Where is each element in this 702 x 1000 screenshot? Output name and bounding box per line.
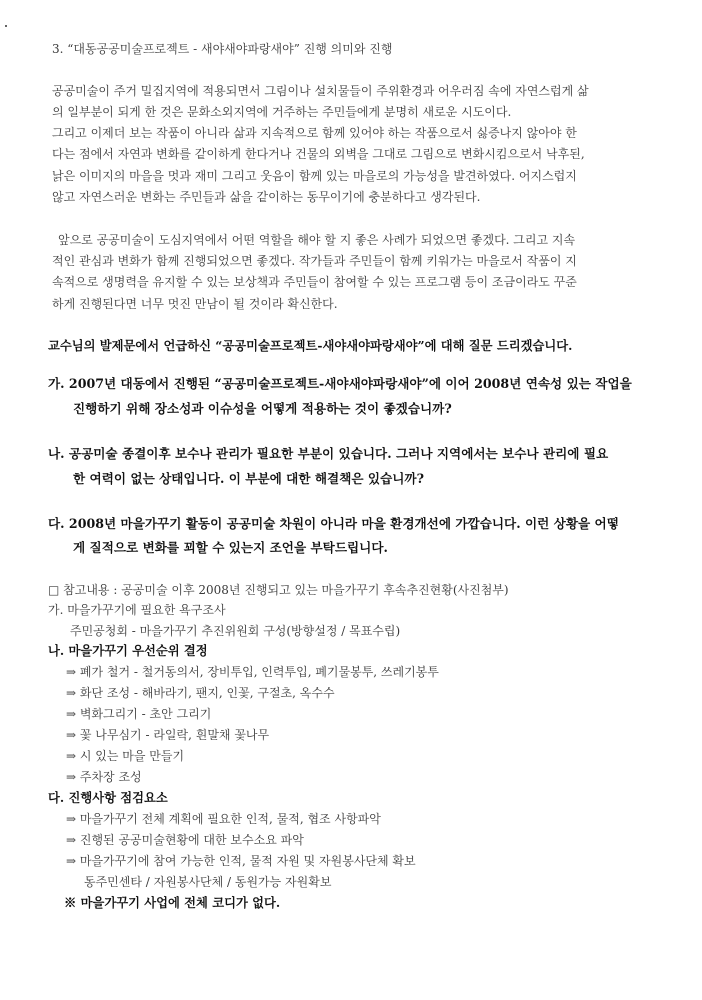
question-na-line-2: 한 여력이 없는 상태입니다. 이 부분에 대한 해결책은 있습니까?: [73, 471, 424, 486]
intro-question: 교수님의 발제문에서 언급하신 “공공미술프로젝트-새야새야파랑새야”에 대해 질문 드리겠습니다.: [48, 338, 573, 353]
section-heading: 3. “대동공공미술프로젝트 - 새야새야파랑새야” 진행 의미와 진행: [52, 42, 393, 56]
question-na-line-1: 나. 공공미술 종결이후 보수나 관리가 필요한 부분이 있습니다. 그러나 지역에서는 보수나 관리에 필요: [48, 446, 609, 461]
reference-ga-title: 가. 마을가꾸기에 필요한 욕구조사: [48, 603, 226, 617]
para1-line-1: 공공미술이 주거 밀집지역에 적용되면서 그림이나 설치물들이 주위환경과 어우러짐 속에 자연스럽게 삶: [52, 84, 589, 98]
reference-da-item-1: ⇒ 마을가꾸기 전체 계획에 필요한 인적, 물적, 협조 사항파악: [66, 812, 381, 826]
para1-line-2: 의 일부분이 되게 한 것은 문화소외지역에 거주하는 주민들에게 분명히 새로운 시도이다.: [52, 105, 512, 119]
reference-na-item-4: ⇒ 꽃 나무심기 - 라일락, 흰말채 꽃나무: [66, 728, 270, 742]
question-da-line-1: 다. 2008년 마을가꾸기 활동이 공공미술 차원이 아니라 마을 환경개선에 가깝습니다. 이런 상황을 어떻: [48, 516, 619, 531]
reference-da-item-3: ⇒ 마을가꾸기에 참여 가능한 인적, 물적 자원 및 자원봉사단체 확보: [66, 854, 416, 868]
reference-na-item-6: ⇒ 주차장 조성: [66, 770, 142, 784]
para1-line-4: 다는 점에서 자연과 변화를 같이하게 한다거나 건물의 외벽을 그대로 그림으로 변화시킴으로서 낙후된,: [52, 147, 585, 161]
reference-ga-item: 주민공청회 - 마을가꾸기 추진위원회 구성(방향설정 / 목표수립): [70, 624, 401, 638]
reference-na-item-3: ⇒ 벽화그리기 - 초안 그리기: [66, 707, 212, 721]
para2-line-3: 속적으로 생명력을 유지할 수 있는 보상책과 주민들이 참여할 수 있는 프로그램 등이 조금이라도 꾸준: [52, 275, 577, 289]
para2-line-1: 앞으로 공공미술이 도심지역에서 어떤 역할을 해야 할 지 좋은 사례가 되었으면 좋겠다. 그리고 지속: [58, 233, 576, 247]
reference-da-item-2: ⇒ 진행된 공공미술현황에 대한 보수소요 파악: [66, 833, 304, 847]
reference-da-subitem: 동주민센타 / 자원봉사단체 / 동원가능 자원확보: [84, 875, 332, 889]
reference-na-title: 나. 마을가꾸기 우선순위 결정: [48, 643, 208, 658]
reference-na-item-5: ⇒ 시 있는 마을 만들기: [66, 749, 185, 763]
reference-na-item-1: ⇒ 폐가 철거 - 철거동의서, 장비투입, 인력투입, 폐기물봉투, 쓰레기봉투: [66, 665, 439, 679]
question-ga-line-1: 가. 2007년 대동에서 진행된 “공공미술프로젝트-새야새야파랑새야”에 이어 2008년 연속성 있는 작업을: [48, 376, 632, 391]
question-ga-line-2: 진행하기 위해 장소성과 이슈성을 어떻게 적용하는 것이 좋겠습니까?: [73, 401, 452, 416]
para2-line-4: 하게 진행된다면 너무 멋진 만남이 될 것이라 확신한다.: [52, 297, 338, 311]
para1-line-3: 그리고 이제더 보는 작품이 아니라 삶과 지속적으로 함께 있어야 하는 작품으로서 싫증나지 않아야 한: [52, 126, 577, 140]
para1-line-6: 않고 자연스러운 변화는 주민들과 삶을 같이하는 동무이기에 충분하다고 생각된다.: [52, 190, 481, 204]
reference-na-item-2: ⇒ 화단 조성 - 해바라기, 팬지, 인꽃, 구절초, 옥수수: [66, 686, 335, 700]
reference-header: □ 참고내용 : 공공미술 이후 2008년 진행되고 있는 마을가꾸기 후속추진현황(사진첨부): [48, 583, 509, 597]
reference-note: ※ 마을가꾸기 사업에 전체 코디가 없다.: [64, 895, 281, 910]
para1-line-5: 낡은 이미지의 마을을 멋과 재미 그리고 웃음이 함께 있는 마을로의 가능성을 발견하였다. 어지스럽지: [52, 169, 577, 183]
question-da-line-2: 게 질적으로 변화를 꾀할 수 있는지 조언을 부탁드립니다.: [73, 540, 388, 555]
para2-line-2: 적인 관심과 변화가 함께 진행되었으면 좋겠다. 작가들과 주민들이 함께 키워가는 마을로서 작품이 지: [52, 254, 577, 268]
reference-da-title: 다. 진행사항 점검요소: [48, 790, 168, 805]
